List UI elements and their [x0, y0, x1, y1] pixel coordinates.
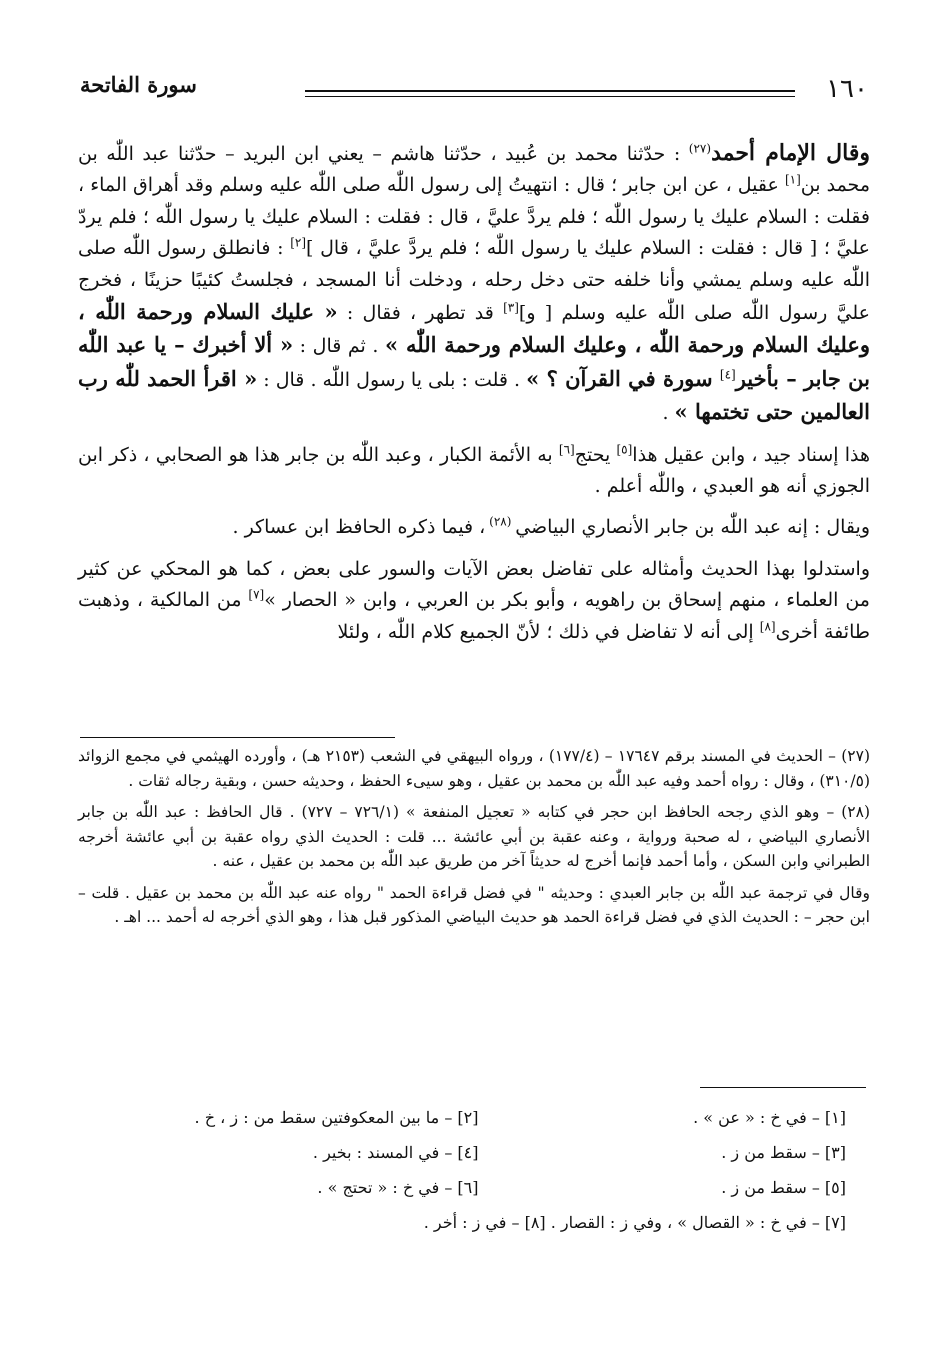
variant-2: [٢] – ما بين المعكوفتين سقط من : ز ، خ . [194, 1108, 479, 1127]
variant-6: [٦] – في خ : « تحتج » . [317, 1178, 479, 1197]
variants-row [111, 1135, 846, 1170]
variant-ref-2: [٢] [290, 235, 307, 250]
manuscript-variants [111, 1100, 846, 1240]
variant-7-8: [٧] – في خ : « القصال » ، وفي ز : القصار . [٨] – في ز : أخر . [423, 1213, 846, 1232]
variant-3: [٣] – سقط من ز . [721, 1143, 846, 1162]
header-rule-thin [305, 96, 795, 97]
variants-row [111, 1100, 846, 1135]
quote-answer: « اقرأ الحمد للّٰه رب العالمين حتى تختمها » [78, 365, 870, 425]
variant-4: [٤] – في المسند : بخير . [312, 1143, 479, 1162]
footnote-ref-28: (٢٨) [485, 515, 516, 530]
variant-ref-3: [٣] [503, 300, 519, 315]
variant-1: [١] – في خ : « عن » . [693, 1108, 846, 1127]
variant-5: [٥] – سقط من ز . [721, 1178, 846, 1197]
paragraph-hadith: وقال الإمام أحمد$^{(٢٧)}$ : حدّثنا محمد بن عُبيد ، حدّثنا هاشم – يعني ابن البريد – حدّثنا عبد اللّٰه بن محمد بن[١] عقيل ، عن ابن جابر ؛ قال : انتهيتُ إلى رسول اللّٰه صلى اللّٰه عليه وسلم وقد أهراق الماء ، فقلت : السلام عليك يا رسول اللّٰه ؛ فلم يردَّ عليَّ ، قال : فقلت : السلام عليك يا رسول اللّٰه ؛ فلم يردّ عليَّ ؛ [ قال : فقلت : السلام عليك يا رسول اللّٰه ؛ فلم يردَّ عليَّ ، قال ][٢] : فانطلق رسول اللّٰه صلى اللّٰه عليه وسلم يمشي وأنا خلفه حتى دخل رحله ، ودخلت أنا المسجد ، فجلستُ كئيبًا حزينًا ، فخرج عليَّ رسول اللّٰه صلى اللّٰه عليه وسلم [ و][٣] قد تطهر ، فقال : « عليك السلام ورحمة اللّٰه ، وعليك السلام ورحمة اللّٰه ، وعليك السلام ورحمة اللّٰه » . ثم قال : « ألا أخبرك – يا عبد اللّٰه بن جابر – بأخير[٤] سورة في القرآن ؟ » . قلت : بلى يا رسول اللّٰه . قال : « اقرأ الحمد للّٰه رب العالمين حتى تختمها » . [78, 140, 871, 425]
variants-row [111, 1170, 846, 1205]
page-header [80, 70, 870, 110]
quote-question: « ألا أخبرك – يا عبد اللّٰه بن جابر – بأخير [78, 332, 870, 391]
header-rule [305, 90, 795, 92]
paragraph-identity: ويقال : إنه عبد اللّٰه بن جابر الأنصاري البياضي $^{(٢٨)}$ ، فيما ذكره الحافظ ابن عساكر . [232, 515, 870, 539]
quote-salam: « عليك السلام ورحمة اللّٰه ، وعليك السلام ورحمة اللّٰه ، وعليك السلام ورحمة اللّٰه » [78, 299, 871, 358]
main-text [78, 138, 870, 658]
variants-row [111, 1205, 846, 1240]
variant-ref-6: [٦] [558, 442, 575, 457]
footnote-28: (٢٨) – وهو الذي رجحه الحافظ ابن حجر في كتابه « تعجيل المنفعة » (٧٢٦/١ – ٧٢٧) . قال الحافظ : عبد اللّٰه بن جابر الأنصاري البياضي ، له صحبة ورواية ، وعنه عقبة بن أبي عائشة ... قلت : الحديث الذي رواه عقبة بن أبي عائشة أخرجه الطبراني وابن السكن ، وأما أحمد فإنما أخرج له حديثاً آخر من طريق عبد اللّٰه بن محمد بن عقيل ، عنه . [78, 803, 871, 870]
narrator-lead: وقال الإمام أحمد [711, 140, 870, 166]
paragraph-virtues: واستدلوا بهذا الحديث وأمثاله على تفاضل بعض الآيات والسور على بعض ، كما هو المحكي عن كثير من العلماء ، منهم إسحاق بن راهويه ، وأبو بكر بن العربي ، وابن « الحصار »[٧] من المالكية ، وذهبت طائفة أخرى[٨] إلى أنه لا تفاضل في ذلك ؛ لأنّ الجميع كلام اللّٰه ، ولئلا [78, 557, 870, 643]
paragraph-isnad: هذا إسناد جيد ، وابن عقيل هذا[٥] يحتج[٦] به الأئمة الكبار ، وعبد اللّٰه بن جابر هذا هو الصحابي ، ذكر ابن الجوزي أنه هو العبدي ، واللّٰه أعلم . [78, 442, 871, 498]
footnotes-divider [80, 737, 395, 738]
variant-ref-8: [٨] [759, 619, 776, 634]
variant-ref-4: [٤] [719, 367, 736, 382]
variants-divider [700, 1087, 866, 1088]
page-number: ١٦٠ [826, 74, 868, 104]
footnote-ref-27: (٢٧) [688, 141, 712, 156]
variant-ref-1: [١] [784, 173, 801, 188]
footnote-27: (٢٧) – الحديث في المسند برقم ١٧٦٤٧ – (١٧٧/٤) ، ورواه البيهقي في الشعب (٢١٥٣ هـ) ، وأورده الهيثمي في مجمع الزوائد (٣١٠/٥) ، وقال : رواه أحمد وفيه عبد اللّٰه بن محمد بن عقيل ، وهو سيىء الحفظ ، وحديثه حسن ، وبقية رجاله ثقات . [78, 747, 870, 790]
variant-ref-5: [٥] [616, 442, 633, 457]
footnote-28-continued: وقال في ترجمة عبد اللّٰه بن جابر العبدي : وحديثه " في فضل قراءة الحمد " رواه عنه عبد اللّٰه بن محمد بن عقيل . قلت – ابن حجر – : الحديث الذي في فضل قراءة الحمد هو حديث البياضي المذكور قبل هذا ، وهو الذي أخرجه له أحمد ... اهـ . [78, 883, 870, 926]
chapter-title: سورة الفاتحة [80, 72, 197, 97]
variant-ref-7: [٧] [248, 587, 265, 602]
footnotes [78, 744, 870, 937]
